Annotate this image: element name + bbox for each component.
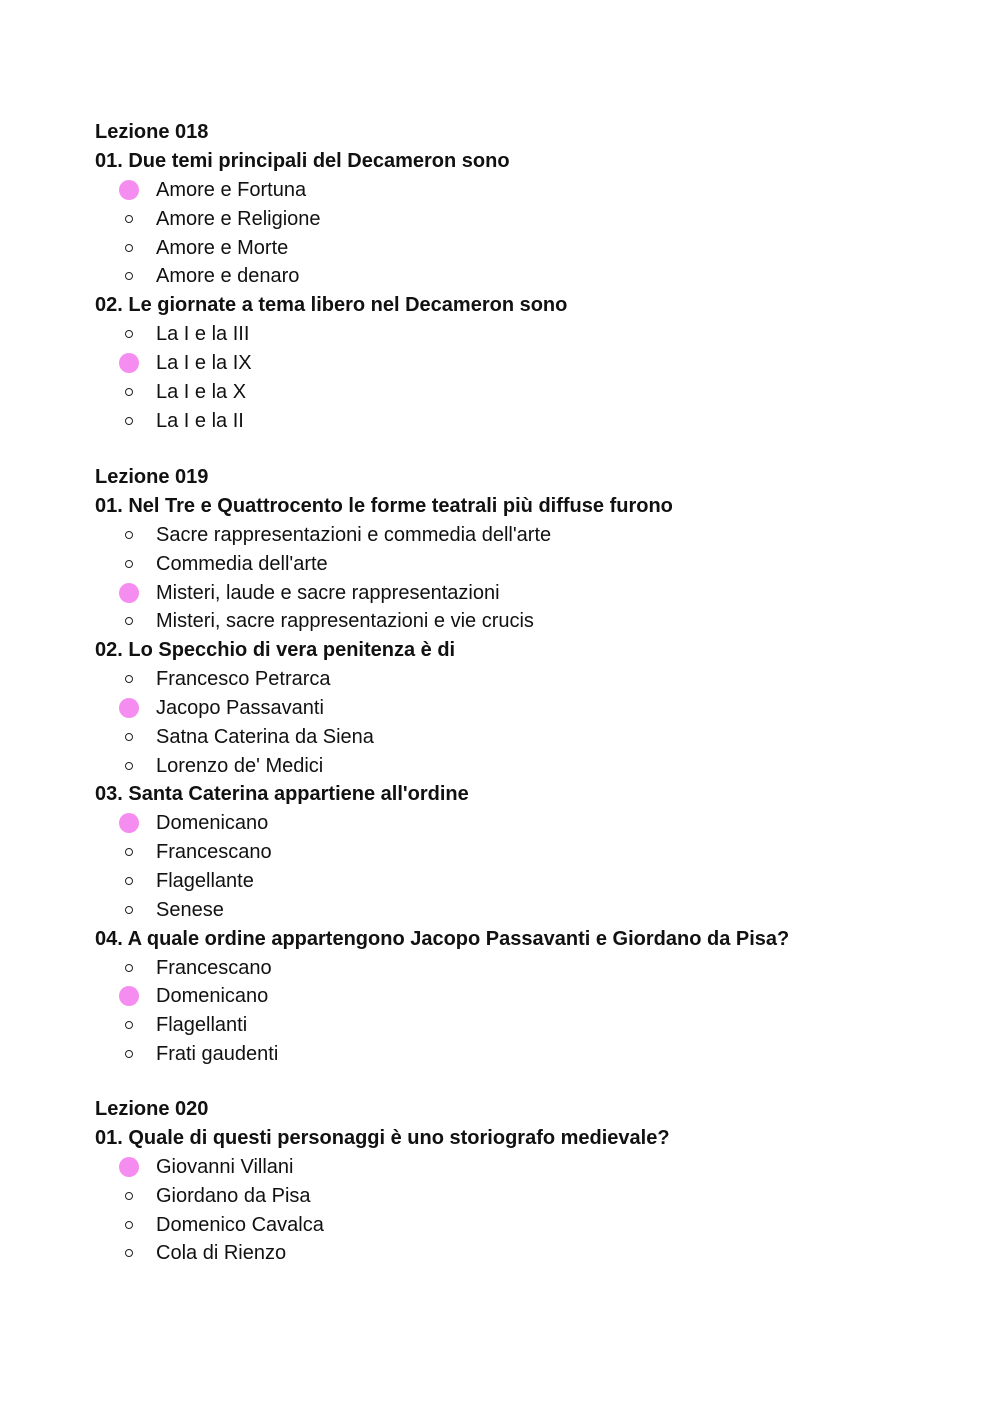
- answer-label: Jacopo Passavanti: [156, 696, 324, 719]
- answer-option: [95, 838, 955, 867]
- answer-label: Misteri, sacre rappresentazioni e vie crucis: [156, 610, 534, 633]
- answer-label: Commedia dell'arte: [156, 552, 328, 575]
- question-block: [95, 636, 955, 780]
- answer-label: Amore e Morte: [156, 236, 289, 259]
- selected-dot-icon: [119, 1153, 143, 1182]
- answer-label: Francescano: [156, 956, 272, 979]
- question-text: 02. Lo Specchio di vera penitenza è di: [95, 639, 456, 662]
- answer-label: La I e la II: [156, 409, 244, 432]
- answer-option: [95, 665, 955, 694]
- answer-option: [95, 1040, 955, 1069]
- answer-label: Giordano da Pisa: [156, 1184, 311, 1207]
- answer-label: La I e la IX: [156, 351, 252, 374]
- answer-label: Amore e Religione: [156, 207, 321, 230]
- question-text: 02. Le giornate a tema libero nel Decameron sono: [95, 294, 568, 317]
- question-text: 01. Nel Tre e Quattrocento le forme teatrali più diffuse furono: [95, 495, 673, 517]
- answer-option: [95, 1239, 955, 1268]
- answer-label: Sacre rappresentazioni e commedia dell'arte: [156, 524, 552, 546]
- hollow-circle-icon: [119, 1211, 143, 1240]
- answer-label: Domenico Cavalca: [156, 1213, 324, 1236]
- answer-option: [95, 320, 955, 349]
- answer-label: Amore e denaro: [156, 265, 300, 288]
- hollow-circle-icon: [119, 896, 143, 925]
- lesson-019: [95, 463, 955, 1069]
- hollow-circle-icon: [119, 723, 143, 752]
- answer-option: [95, 954, 955, 983]
- question-block: [95, 925, 955, 1069]
- answer-option: [95, 550, 955, 579]
- question-text: 01. Due temi principali del Decameron sono: [95, 150, 510, 172]
- selected-dot-icon: [119, 809, 143, 838]
- hollow-circle-icon: [119, 954, 143, 983]
- hollow-circle-icon: [119, 550, 143, 579]
- answer-option: [95, 607, 955, 636]
- answer-option: [95, 579, 955, 608]
- answer-option: [95, 176, 955, 205]
- hollow-circle-icon: [119, 407, 143, 436]
- answer-label: Flagellante: [156, 869, 254, 892]
- answer-option: [95, 867, 955, 896]
- question-block: [95, 291, 955, 435]
- answer-option: [95, 262, 955, 291]
- lesson-020: [95, 1095, 955, 1268]
- answer-option: [95, 205, 955, 234]
- hollow-circle-icon: [119, 1239, 143, 1268]
- hollow-circle-icon: [119, 1011, 143, 1040]
- answer-option: [95, 809, 955, 838]
- hollow-circle-icon: [119, 205, 143, 234]
- answer-label: Domenicano: [156, 985, 269, 1008]
- selected-dot-icon: [119, 982, 143, 1011]
- answer-label: Flagellanti: [156, 1014, 248, 1037]
- answer-option: [95, 752, 955, 781]
- hollow-circle-icon: [119, 234, 143, 263]
- question-block: [95, 780, 955, 924]
- hollow-circle-icon: [119, 752, 143, 781]
- question-block: [95, 1124, 955, 1268]
- question-text: 04. A quale ordine appartengono Jacopo Passavanti e Giordano da Pisa?: [95, 927, 790, 950]
- hollow-circle-icon: [119, 665, 143, 694]
- answer-label: Satna Caterina da Siena: [156, 725, 374, 748]
- answer-label: La I e la III: [156, 323, 250, 346]
- answer-label: Giovanni Villani: [156, 1156, 294, 1178]
- answer-label: Francescano: [156, 841, 272, 864]
- answer-label: Francesco Petrarca: [156, 668, 331, 691]
- question-block: [95, 147, 955, 291]
- hollow-circle-icon: [119, 867, 143, 896]
- hollow-circle-icon: [119, 521, 143, 550]
- answer-option: [95, 407, 955, 436]
- answer-option: [95, 378, 955, 407]
- hollow-circle-icon: [119, 838, 143, 867]
- answer-option: [95, 521, 955, 550]
- lesson-title: Lezione 018: [95, 121, 209, 143]
- answer-label: Senese: [156, 898, 224, 921]
- answer-option: [95, 1153, 955, 1182]
- answer-label: Misteri, laude e sacre rappresentazioni: [156, 581, 500, 604]
- question-block: [95, 492, 955, 636]
- answer-option: [95, 694, 955, 723]
- selected-dot-icon: [119, 349, 143, 378]
- answer-option: [95, 723, 955, 752]
- answer-option: [95, 982, 955, 1011]
- answer-label: La I e la X: [156, 380, 247, 403]
- hollow-circle-icon: [119, 320, 143, 349]
- lesson-title: Lezione 020: [95, 1098, 209, 1120]
- hollow-circle-icon: [119, 1040, 143, 1069]
- lesson-title: Lezione 019: [95, 466, 209, 488]
- answer-label: Frati gaudenti: [156, 1042, 279, 1065]
- answer-option: [95, 1211, 955, 1240]
- answer-label: Amore e Fortuna: [156, 179, 307, 201]
- question-text: 03. Santa Caterina appartiene all'ordine: [95, 783, 469, 806]
- selected-dot-icon: [119, 694, 143, 723]
- hollow-circle-icon: [119, 378, 143, 407]
- lesson-018: [95, 118, 955, 435]
- answer-label: Cola di Rienzo: [156, 1242, 287, 1265]
- answer-label: Domenicano: [156, 812, 269, 835]
- answer-label: Lorenzo de' Medici: [156, 754, 324, 777]
- question-text: 01. Quale di questi personaggi è uno storiografo medievale?: [95, 1127, 670, 1149]
- answer-option: [95, 349, 955, 378]
- answer-option: [95, 234, 955, 263]
- answer-option: [95, 1011, 955, 1040]
- answer-option: [95, 1182, 955, 1211]
- selected-dot-icon: [119, 579, 143, 608]
- hollow-circle-icon: [119, 607, 143, 636]
- hollow-circle-icon: [119, 1182, 143, 1211]
- hollow-circle-icon: [119, 262, 143, 291]
- answer-option: [95, 896, 955, 925]
- selected-dot-icon: [119, 176, 143, 205]
